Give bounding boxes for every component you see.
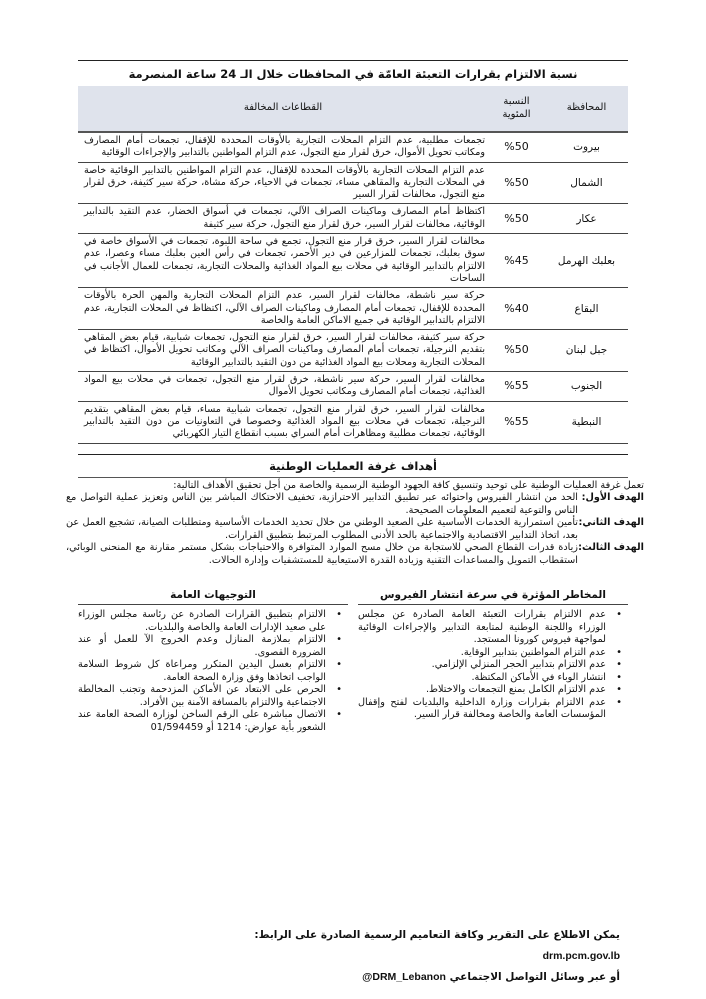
footer-social-text: أو عبر وسائل التواصل الاجتماعي <box>449 971 620 983</box>
table-row <box>78 234 628 288</box>
list-item <box>78 684 348 709</box>
list-item-text: الالتزام بملازمة المنازل وعدم الخروج الآ للعمل أو عند الضرورة القصوى. <box>78 634 326 658</box>
governorate-cell: النبطية <box>545 401 628 443</box>
objective-text: زيادة قدرات القطاع الصحي للاستجابة من خلال مسح الموارد المتوافرة والاحتياجات بشكل مستمر مقارنة مع المنحنى الوبائي، استقطاب التمويل والمساعدات التقنية وزيادة القدرة الاستيعابية للمستشفيات وإدارة الحالات. <box>66 542 578 566</box>
percent-cell: %55 <box>488 401 545 443</box>
list-item <box>78 659 348 684</box>
header-percent: النسبة المئوية <box>488 86 545 132</box>
list-item <box>78 709 348 734</box>
sectors-cell: اكتظاظ أمام المصارف وماكينات الصراف الآلي، تجمعات في أسواق الخضار، عدم التقيد بالتدابير الوقائية، مخالفات لقرار السير، خرق لقرار منع التجول، حركة سير كثيفة <box>78 204 488 234</box>
risks-column <box>358 589 628 734</box>
list-item-text: عدم الالتزام الكامل بمنع التجمعات والاختلاط. <box>425 684 606 696</box>
governorate-cell: البقاع <box>545 288 628 330</box>
header-sectors: القطاعات المخالفة <box>78 86 488 132</box>
list-item-text: الالتزام بغسل اليدين المتكرر ومراعاة كل شروط السلامة الواجب اتخاذها وفق وزارة الصحة العامة. <box>78 659 326 683</box>
objective-item <box>66 492 644 517</box>
phone-number: 01/594459 <box>150 721 204 733</box>
header-governorate: المحافظة <box>545 86 628 132</box>
percent-cell: %50 <box>488 162 545 204</box>
hotline-separator: أو <box>206 721 214 733</box>
list-item <box>358 684 628 697</box>
guidelines-title: التوجيهات العامة <box>78 589 348 605</box>
list-item-text: عدم الالتزام بتدابير الحجر المنزلي الإلزامي. <box>431 659 606 671</box>
bullet-icon: • <box>616 696 622 708</box>
objective-label: الهدف الأول: <box>581 492 644 504</box>
table-header-row <box>78 86 628 132</box>
list-item <box>358 697 628 722</box>
list-item-text: انتشار الوباء في الأماكن المكتظة. <box>471 671 606 683</box>
objective-label: الهدف الثاني: <box>578 517 644 529</box>
sectors-cell: تجمعات مطلبية، عدم التزام المحلات التجارية بالأوقات المحددة للإقفال، تجمعات أمام المصارف ومكاتب تحويل الأموال، خرق لقرار منع التجول، عدم التزام المواطنين بالتدابير والإجراءات الوقائية <box>78 132 488 162</box>
table-row <box>78 204 628 234</box>
social-handle-link[interactable]: @DRM_Lebanon <box>362 971 446 983</box>
guidelines-column <box>78 589 348 734</box>
percent-cell: %45 <box>488 234 545 288</box>
percent-cell: %50 <box>488 204 545 234</box>
governorate-cell: جبل لبنان <box>545 330 628 372</box>
sectors-cell: مخالفات لقرار السير، خرق قرار منع التجول، تجمع في ساحة اللبوة، تجمعات في الأسواق خاصة في سوق بعلبك، تجمعات للمزارعين في دير الأحمر، تجمعات في رأس العين بعلبك مساء وعصرا، عدم الالتزام بالتدابير الوقائية في محلات بيع المواد الغذائية والمحلات التجارية، تجمعات للعمال الأجانب في الساحات <box>78 234 488 288</box>
table-row <box>78 372 628 402</box>
objectives-title: أهداف غرفة العمليات الوطنية <box>78 454 628 478</box>
compliance-table <box>78 86 628 444</box>
objectives-list <box>66 492 644 567</box>
table-row <box>78 401 628 443</box>
bullet-icon: • <box>336 684 342 696</box>
list-item-text: عدم الالتزام بقرارات وزارة الداخلية والبلديات لفتح وإقفال المؤسسات العامة والخاصة ومخالفة قرار السير. <box>358 696 606 721</box>
bullet-icon: • <box>616 684 622 696</box>
governorate-cell: بيروت <box>545 132 628 162</box>
list-item <box>78 609 348 634</box>
list-item <box>358 647 628 660</box>
list-item <box>78 634 348 659</box>
compliance-title: نسبة الالتزام بقرارات التعبئة العامّة في المحافظات خلال الـ 24 ساعة المنصرمة <box>128 67 578 81</box>
report-page <box>66 60 644 734</box>
bullet-icon: • <box>616 671 622 683</box>
governorate-cell: عكار <box>545 204 628 234</box>
sectors-cell: عدم التزام المحلات التجارية بالأوقات المحددة للإقفال، عدم التزام المواطنين بالتدابير الوقائية خاصة في المحلات التجارية والمقاهي مساء، تجمعات في الاحياء، حركة مشاة، حركة سير كثيفة، خرق لقرار منع التجول، مخالفات لقرار السير <box>78 162 488 204</box>
footer-line-1 <box>180 925 620 967</box>
percent-cell: %50 <box>488 330 545 372</box>
two-column-section <box>78 589 628 734</box>
hotline-number: 1214 <box>216 721 242 733</box>
objectives-intro: تعمل غرفة العمليات الوطنية على توحيد وتنسيق كافة الجهود الوطنية الرسمية والخاصة من أجل تحقيق الأهداف التالية: <box>173 479 644 491</box>
risks-title: المخاطر المؤثرة في سرعة انتشار الفيروس <box>358 589 628 605</box>
percent-cell: %55 <box>488 372 545 402</box>
footer <box>180 925 620 988</box>
bullet-icon: • <box>336 709 342 721</box>
risks-list <box>358 605 628 722</box>
objective-item <box>66 517 644 542</box>
percent-cell: %50 <box>488 132 545 162</box>
table-row <box>78 330 628 372</box>
table-row <box>78 132 628 162</box>
objective-item <box>66 542 644 567</box>
list-item <box>358 659 628 672</box>
bullet-icon: • <box>336 634 342 646</box>
bullet-icon: • <box>616 609 622 621</box>
list-item-text: عدم الالتزام بقرارات التعبئة العامة الصادرة عن مجلس الوزراء واللجنة الوطنية لمتابعة التدابير والإجراءات الوقائية لمواجهة فيروس كورونا المستجد. <box>358 609 606 646</box>
sectors-cell: حركة سير كثيفة، مخالفات لقرار السير، خرق لقرار منع التجول، تجمعات شبابية، قيام بعض المقاهي بتقديم النرجيلة، تجمعات أمام المصارف وماكينات الصراف الآلي ومكاتب تحويل الأموال، اكتظاظ في المحلات التجارية ومحلات بيع المواد الغذائية من دون التقيد بالتدابير الوقائية <box>78 330 488 372</box>
objective-text: تأمين استمرارية الخدمات الأساسية على الصعيد الوطني من خلال تحديد الخدمات الأساسية ومتطلبات الصيانة، تشجيع العمل عن بعد، اتخاذ التدابير الاقتصادية والاجتماعية بالحد الأدنى المطلوب المرتبط بتطبيق القرارات. <box>66 517 578 541</box>
sectors-cell: مخالفات لقرار السير، خرق لقرار منع التجول، تجمعات شبابية مساء، قيام بعض المقاهي بتقديم النرجيلة، تجمعات في محلات بيع المواد الغذائية وخصوصا في التعاونيات من دون التقيد بالتدابير الوقائية، تجمعات مطلبية ومظاهرات أمام السراي بسبب انقطاع التيار الكهربائي <box>78 401 488 443</box>
percent-cell: %40 <box>488 288 545 330</box>
list-item-text: الاتصال مباشرة على الرقم الساخن لوزارة الصحة العامة عند الشعور بأية عوارض: <box>78 709 326 733</box>
sectors-cell: مخالفات لقرار السير، حركة سير ناشطة، خرق لقرار منع التجول، تجمعات في محلات بيع المواد الغذائية، تجمعات أمام المصارف ومكاتب تحويل الأموال <box>78 372 488 402</box>
objective-label: الهدف الثالث: <box>578 542 644 554</box>
governorate-cell: بعلبك الهرمل <box>545 234 628 288</box>
guidelines-list <box>78 605 348 734</box>
website-link[interactable]: drm.pcm.gov.lb <box>542 950 620 962</box>
footer-link-text: يمكن الاطلاع على التقرير وكافة التعاميم الرسمية الصادرة على الرابط: <box>254 929 620 941</box>
bullet-icon: • <box>616 646 622 658</box>
footer-line-2 <box>180 967 620 988</box>
list-item-text: الالتزام بتطبيق القرارات الصادرة عن رئاسة مجلس الوزراء على صعيد الإدارات العامة والخاصة والبلديات. <box>78 609 326 633</box>
list-item-text: عدم التزام المواطنين بتدابير الوقاية. <box>460 646 606 658</box>
governorate-cell: الجنوب <box>545 372 628 402</box>
list-item <box>358 672 628 685</box>
table-row <box>78 162 628 204</box>
list-item-text: الحرص على الابتعاد عن الأماكن المزدحمة وتجنب المخالطة الاجتماعية والالتزام بالمسافة الآمنة بين الأفراد. <box>78 684 326 708</box>
bullet-icon: • <box>336 659 342 671</box>
bullet-icon: • <box>616 659 622 671</box>
sectors-cell: حركة سير ناشطة، مخالفات لقرار السير، عدم التزام المحلات التجارية والمهن الحرة بالأوقات المحددة للإقفال، تجمعات أمام المصارف وماكينات الصراف الآلي، اكتظاظ في المحلات التجارية، عدم الالتزام بالتدابير الوقائية في جميع الاماكن العامة والخاصة <box>78 288 488 330</box>
objective-text: الحد من انتشار الفيروس واحتوائه عبر تطبيق التدابير الاحترازية، تخفيف الاحتكاك المباشر بين الناس وتعزيز عملية التواصل مع الناس والتوعية لتعميم المعلومات الصحيحة. <box>66 492 578 516</box>
table-row <box>78 288 628 330</box>
governorate-cell: الشمال <box>545 162 628 204</box>
list-item <box>358 609 628 647</box>
bullet-icon: • <box>336 609 342 621</box>
